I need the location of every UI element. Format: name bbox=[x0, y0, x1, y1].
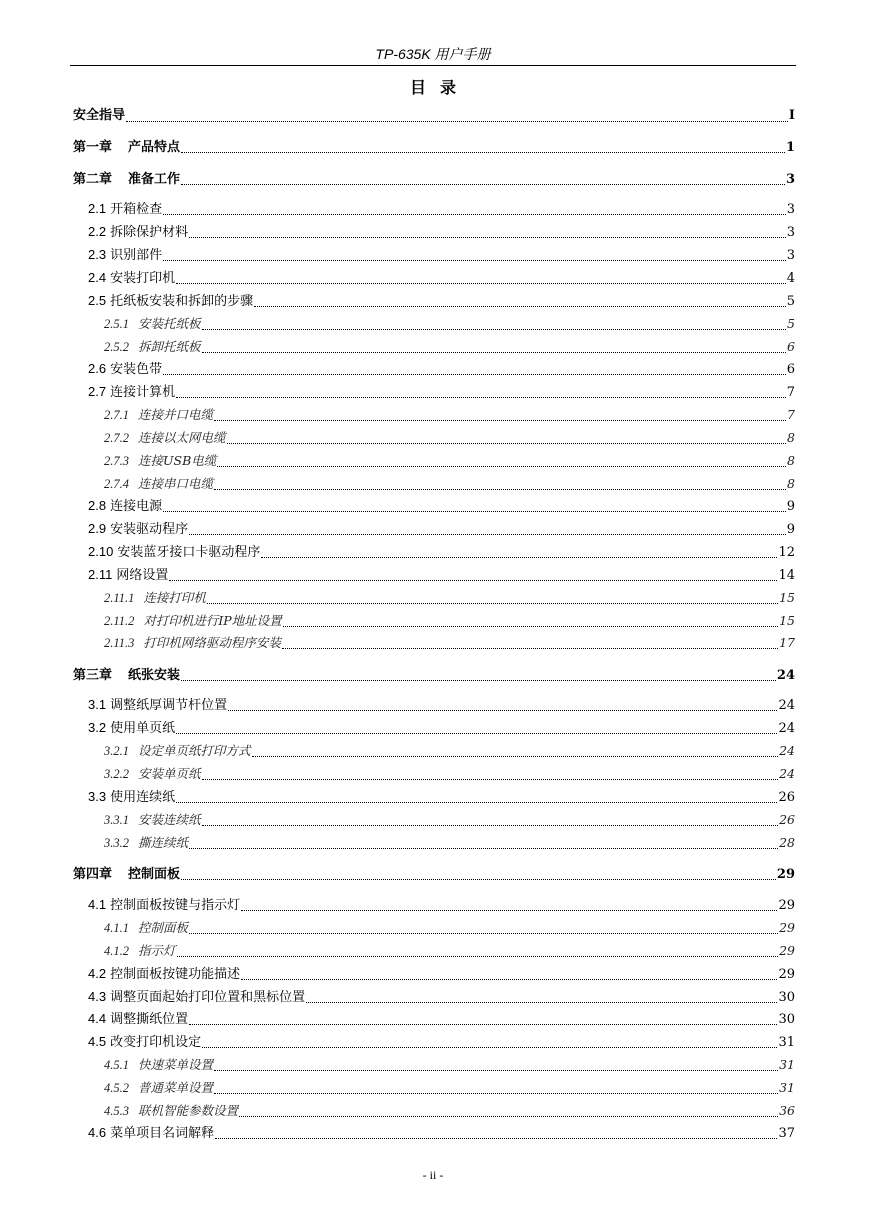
toc-entry[interactable] bbox=[104, 634, 795, 652]
toc-leader-dots bbox=[189, 534, 786, 535]
toc-entry-label bbox=[88, 223, 188, 242]
toc-entry-text: 连接打印机 bbox=[143, 590, 206, 605]
toc-entry-label bbox=[104, 834, 188, 852]
toc-entry[interactable] bbox=[104, 452, 795, 470]
toc-leader-dots bbox=[181, 152, 785, 153]
toc-entry[interactable] bbox=[88, 696, 795, 714]
toc-entry[interactable] bbox=[88, 497, 795, 515]
toc-entry-number: 第三章 bbox=[73, 667, 113, 682]
toc-entry-page: 7 bbox=[787, 407, 795, 422]
toc-entry-text: 控制面板按键功能描述 bbox=[110, 967, 241, 982]
toc-entry-number: 2.11.3 bbox=[104, 636, 135, 650]
toc-entry-number: 3.2 bbox=[88, 720, 107, 735]
toc-entry-page: 1 bbox=[785, 140, 795, 155]
toc-entry-text: 打印机网络驱动程序安装 bbox=[143, 635, 281, 650]
toc-entry-text: 网络设置 bbox=[116, 568, 169, 583]
toc-entry-number: 第四章 bbox=[73, 866, 113, 881]
toc-leader-dots bbox=[181, 680, 776, 681]
toc-entry-text: 安装驱动程序 bbox=[110, 522, 189, 537]
toc-entry-label bbox=[88, 1010, 188, 1029]
toc-entry-text: 菜单项目名词解释 bbox=[110, 1126, 215, 1141]
toc-leader-dots bbox=[176, 802, 777, 803]
toc-entry[interactable] bbox=[88, 360, 795, 378]
toc-entry-label bbox=[88, 788, 175, 807]
toc-entry-page: 9 bbox=[786, 499, 795, 514]
toc-entry-label bbox=[104, 612, 282, 630]
toc-entry-page: 15 bbox=[779, 613, 795, 628]
toc-leader-dots bbox=[169, 580, 777, 581]
toc-entry-page: 24 bbox=[778, 698, 795, 713]
toc-entry-label bbox=[88, 566, 168, 585]
toc-entry-page: 29 bbox=[778, 898, 795, 913]
toc-entry[interactable] bbox=[104, 612, 795, 630]
toc-entry-page: 26 bbox=[778, 790, 795, 805]
toc-entry-label bbox=[88, 269, 175, 288]
toc-entry-page: 29 bbox=[776, 867, 795, 882]
toc-entry-label bbox=[88, 719, 175, 738]
toc-entry-text: 安装打印机 bbox=[110, 271, 176, 286]
toc-entry[interactable] bbox=[88, 520, 795, 538]
toc-entry[interactable] bbox=[88, 383, 795, 401]
toc-entry-label bbox=[88, 1033, 201, 1052]
toc-entry[interactable] bbox=[104, 811, 795, 829]
toc-entry-number: 2.3 bbox=[88, 247, 107, 262]
toc-entry-number: 2.2 bbox=[88, 224, 107, 239]
toc-entry-text: 安装连续纸 bbox=[138, 812, 201, 827]
toc-leader-dots bbox=[189, 933, 778, 934]
toc-entry-text: 普通菜单设置 bbox=[138, 1080, 214, 1095]
toc-entry-label bbox=[88, 696, 227, 715]
toc-entry-text: 连接电源 bbox=[110, 499, 163, 514]
toc-entry-text: 控制面板 bbox=[138, 920, 189, 935]
toc-entry-number: 4.6 bbox=[88, 1125, 107, 1140]
toc-entry-page: 28 bbox=[779, 835, 795, 850]
toc-entry-page: 24 bbox=[776, 668, 795, 683]
toc-leader-dots bbox=[241, 979, 777, 980]
toc-entry-page: 3 bbox=[786, 248, 795, 263]
toc-entry-number: 2.5 bbox=[88, 293, 107, 308]
toc-entry-number: 2.10 bbox=[88, 544, 114, 559]
toc-entry-number: 2.8 bbox=[88, 498, 107, 513]
toc-entry-label bbox=[88, 988, 305, 1007]
toc-leader-dots bbox=[241, 910, 777, 911]
toc-entry[interactable] bbox=[88, 543, 795, 561]
toc-entry-label bbox=[88, 543, 260, 562]
toc-leader-dots bbox=[214, 489, 786, 490]
toc-entry-number: 4.5.1 bbox=[104, 1058, 129, 1072]
toc-entry-label bbox=[73, 138, 180, 157]
toc-leader-dots bbox=[163, 260, 786, 261]
toc-entry[interactable] bbox=[104, 742, 795, 760]
toc-entry[interactable] bbox=[88, 566, 795, 584]
toc-entry-page: 24 bbox=[778, 721, 795, 736]
toc-entry-text: 安装蓝牙接口卡驱动程序 bbox=[117, 545, 261, 560]
toc-entry[interactable] bbox=[88, 246, 795, 264]
toc-leader-dots bbox=[217, 466, 786, 467]
toc-entry[interactable] bbox=[88, 292, 795, 310]
toc-entry-text: 准备工作 bbox=[128, 172, 181, 187]
toc-entry-page: 29 bbox=[779, 920, 795, 935]
toc-leader-dots bbox=[261, 557, 777, 558]
toc-leader-dots bbox=[181, 879, 776, 880]
toc-leader-dots bbox=[215, 1138, 777, 1139]
toc-entry-label bbox=[104, 1102, 238, 1120]
toc-entry[interactable] bbox=[104, 1056, 795, 1074]
toc-leader-dots bbox=[189, 848, 778, 849]
toc-entry-label bbox=[104, 811, 201, 829]
toc-entry-label bbox=[88, 246, 162, 265]
toc-entry-number: 2.11.2 bbox=[104, 614, 135, 628]
toc-leader-dots bbox=[228, 710, 777, 711]
toc-leader-dots bbox=[207, 603, 778, 604]
toc-entry-label bbox=[88, 360, 162, 379]
toc-entry-label bbox=[88, 497, 162, 516]
toc-leader-dots bbox=[163, 374, 786, 375]
toc-entry-label bbox=[104, 1056, 213, 1074]
toc-leader-dots bbox=[176, 397, 786, 398]
toc-entry-number: 4.1.1 bbox=[104, 921, 129, 935]
toc-entry-label bbox=[88, 383, 175, 402]
toc-entry-label bbox=[104, 429, 226, 447]
toc-leader-dots bbox=[181, 184, 785, 185]
toc-entry-page: 36 bbox=[779, 1103, 795, 1118]
toc-entry-number: 2.5.1 bbox=[104, 317, 129, 331]
toc-entry-text: 快速菜单设置 bbox=[138, 1057, 214, 1072]
toc-entry-page: 29 bbox=[779, 943, 795, 958]
toc-entry[interactable] bbox=[104, 919, 795, 937]
toc-entry-number: 2.7.1 bbox=[104, 408, 129, 422]
toc-entry[interactable] bbox=[104, 475, 795, 493]
toc-entry-text: 安装色带 bbox=[110, 362, 163, 377]
toc-entry-text: 对打印机进行IP地址设置 bbox=[143, 613, 282, 628]
toc-entry-number: 2.9 bbox=[88, 521, 107, 536]
toc-entry-label bbox=[73, 865, 180, 884]
toc-entry-page: 8 bbox=[787, 430, 795, 445]
toc-leader-dots bbox=[176, 283, 786, 284]
toc-entry-label bbox=[73, 107, 125, 125]
toc-leader-dots bbox=[202, 779, 779, 780]
toc-entry-number: 4.5 bbox=[88, 1034, 107, 1049]
toc-leader-dots bbox=[126, 121, 788, 122]
toc-entry[interactable] bbox=[104, 1079, 795, 1097]
toc-leader-dots bbox=[306, 1002, 777, 1003]
toc-entry[interactable] bbox=[88, 1010, 795, 1028]
toc-entry[interactable] bbox=[73, 170, 795, 188]
toc-entry-number: 4.3 bbox=[88, 989, 107, 1004]
toc-entry-text: 安装托纸板 bbox=[138, 316, 201, 331]
toc-entry-label bbox=[104, 475, 213, 493]
toc-entry-page: 14 bbox=[778, 568, 795, 583]
toc-entry-text: 指示灯 bbox=[138, 943, 176, 958]
toc-leader-dots bbox=[176, 733, 777, 734]
toc-entry-text: 产品特点 bbox=[128, 140, 181, 155]
toc-entry-number: 第二章 bbox=[73, 171, 113, 186]
toc-entry-number: 3.2.1 bbox=[104, 744, 129, 758]
toc-entry[interactable] bbox=[88, 965, 795, 983]
toc-entry-number: 2.5.2 bbox=[104, 340, 129, 354]
toc-entry-page: 30 bbox=[778, 1012, 795, 1027]
toc-entry-number: 第一章 bbox=[73, 139, 113, 154]
toc-entry-page: 24 bbox=[779, 766, 795, 781]
toc-entry[interactable] bbox=[88, 269, 795, 287]
toc-entry-text: 改变打印机设定 bbox=[110, 1035, 202, 1050]
page-number: - ii - bbox=[422, 1168, 444, 1182]
toc-entry-label bbox=[88, 1124, 214, 1143]
toc-entry-number: 4.4 bbox=[88, 1011, 107, 1026]
toc-entry-page: 30 bbox=[778, 990, 795, 1005]
toc-leader-dots bbox=[214, 1093, 778, 1094]
toc-entry-text: 连接串口电缆 bbox=[138, 476, 214, 491]
toc-entry[interactable] bbox=[88, 1033, 795, 1051]
toc-entry[interactable] bbox=[104, 315, 795, 333]
toc-leader-dots bbox=[189, 237, 786, 238]
toc-leader-dots bbox=[282, 648, 778, 649]
toc-entry-number: 3.3.2 bbox=[104, 836, 129, 850]
toc-entry-label bbox=[104, 452, 216, 470]
toc-leader-dots bbox=[214, 1070, 778, 1071]
toc-entry[interactable] bbox=[88, 988, 795, 1006]
toc-entry-label bbox=[104, 406, 213, 424]
toc-entry[interactable] bbox=[104, 1102, 795, 1120]
toc-entry-label bbox=[88, 292, 253, 311]
toc-entry-text: 设定单页纸打印方式 bbox=[138, 743, 251, 758]
toc-leader-dots bbox=[163, 214, 786, 215]
toc-entry-label bbox=[104, 338, 201, 356]
toc-entry-text: 控制面板按键与指示灯 bbox=[110, 898, 241, 913]
toc-entry-text: 使用单页纸 bbox=[110, 721, 176, 736]
toc-entry-page: 37 bbox=[778, 1126, 795, 1141]
toc-leader-dots bbox=[202, 329, 787, 330]
toc-entry-label bbox=[88, 520, 188, 539]
toc-entry-number: 4.1.2 bbox=[104, 944, 129, 958]
running-header: TP-635K 用户手册 bbox=[375, 46, 491, 62]
toc-entry-text: 纸张安装 bbox=[128, 668, 181, 683]
toc-entry-page: 8 bbox=[787, 453, 795, 468]
toc-entry-page: 9 bbox=[786, 522, 795, 537]
toc-entry-label bbox=[104, 942, 176, 960]
toc-entry-number: 2.6 bbox=[88, 361, 107, 376]
toc-entry[interactable] bbox=[104, 589, 795, 607]
toc-entry-label bbox=[104, 589, 206, 607]
toc-entry-page: 31 bbox=[778, 1035, 795, 1050]
toc-entry[interactable] bbox=[73, 666, 795, 684]
toc-leader-dots bbox=[189, 1024, 777, 1025]
toc-entry-text: 使用连续纸 bbox=[110, 790, 176, 805]
toc-leader-dots bbox=[227, 443, 787, 444]
toc-entry-number: 3.1 bbox=[88, 697, 107, 712]
toc-entry[interactable] bbox=[104, 765, 795, 783]
toc-entry-label bbox=[88, 965, 240, 984]
toc-entry-text: 开箱检查 bbox=[110, 202, 163, 217]
toc-entry-page: 31 bbox=[779, 1057, 795, 1072]
toc-entry-page: 29 bbox=[778, 967, 795, 982]
toc-entry-number: 2.7.4 bbox=[104, 477, 129, 491]
toc-leader-dots bbox=[202, 1047, 777, 1048]
toc-entry-label bbox=[104, 765, 201, 783]
toc-leader-dots bbox=[202, 825, 779, 826]
toc-entry-label bbox=[88, 200, 162, 219]
toc-entry-label bbox=[104, 1079, 213, 1097]
toc-entry-text: 联机智能参数设置 bbox=[138, 1103, 239, 1118]
toc-entry[interactable] bbox=[73, 865, 795, 883]
toc-entry-page: 3 bbox=[786, 202, 795, 217]
toc-entry-text: 控制面板 bbox=[128, 867, 181, 882]
toc-entry-label bbox=[88, 896, 240, 915]
toc-entry-text: 安装单页纸 bbox=[138, 766, 201, 781]
toc-entry-page: 8 bbox=[787, 476, 795, 491]
toc-entry[interactable] bbox=[88, 896, 795, 914]
toc-entry-page: 17 bbox=[779, 635, 795, 650]
toc-leader-dots bbox=[239, 1116, 778, 1117]
toc-entry-label bbox=[73, 666, 180, 685]
toc-entry-page: 6 bbox=[786, 362, 795, 377]
toc-entry-number: 2.7.2 bbox=[104, 431, 129, 445]
toc-entry-text: 调整纸厚调节杆位置 bbox=[110, 698, 228, 713]
toc-entry-page: 4 bbox=[786, 271, 795, 286]
toc-entry-number: 4.1 bbox=[88, 897, 107, 912]
toc-entry[interactable] bbox=[104, 942, 795, 960]
toc-entry-text: 撕连续纸 bbox=[138, 835, 189, 850]
toc-entry-page: 5 bbox=[786, 294, 795, 309]
toc-leader-dots bbox=[202, 352, 787, 353]
toc-entry-number: 2.7 bbox=[88, 384, 107, 399]
toc-entry-text: 连接并口电缆 bbox=[138, 407, 214, 422]
toc-entry-page: 24 bbox=[779, 743, 795, 758]
toc-entry-page: 15 bbox=[779, 590, 795, 605]
toc-entry-label bbox=[73, 170, 180, 189]
toc-entry-page: 5 bbox=[787, 316, 795, 331]
toc-entry-label bbox=[104, 315, 201, 333]
toc-entry-text: 调整撕纸位置 bbox=[110, 1012, 189, 1027]
toc-entry-number: 3.3 bbox=[88, 789, 107, 804]
toc-entry-page: 31 bbox=[779, 1080, 795, 1095]
toc-entry[interactable] bbox=[88, 788, 795, 806]
toc-entry-label bbox=[104, 634, 281, 652]
toc-entry-text: 拆除保护材料 bbox=[110, 225, 189, 240]
toc-entry-page: 6 bbox=[787, 339, 795, 354]
toc-entry-label bbox=[104, 919, 188, 937]
toc-entry-page: 3 bbox=[785, 172, 795, 187]
toc-entry[interactable] bbox=[88, 200, 795, 218]
toc-leader-dots bbox=[214, 420, 786, 421]
toc-entry[interactable] bbox=[88, 1124, 795, 1142]
toc-title: 目录 bbox=[409, 78, 470, 97]
toc-entry-text: 拆卸托纸板 bbox=[138, 339, 201, 354]
toc-leader-dots bbox=[283, 626, 778, 627]
toc-entry-number: 4.5.2 bbox=[104, 1081, 129, 1095]
toc-leader-dots bbox=[254, 306, 786, 307]
toc-entry[interactable] bbox=[104, 338, 795, 356]
toc-entry-text: 连接计算机 bbox=[110, 385, 176, 400]
toc-entry-page: 26 bbox=[779, 812, 795, 827]
toc-entry-text: 托纸板安装和拆卸的步骤 bbox=[110, 294, 254, 309]
toc-entry-text: 连接USB电缆 bbox=[138, 453, 217, 468]
toc-entry-number: 3.2.2 bbox=[104, 767, 129, 781]
toc-entry[interactable] bbox=[88, 223, 795, 241]
toc-entry-number: 2.7.3 bbox=[104, 454, 129, 468]
toc-leader-dots bbox=[252, 756, 779, 757]
toc-entry-page: 3 bbox=[786, 225, 795, 240]
toc-entry[interactable] bbox=[73, 107, 795, 125]
toc-entry-text: 识别部件 bbox=[110, 248, 163, 263]
toc-entry-number: 2.1 bbox=[88, 201, 107, 216]
toc-entry-page: 7 bbox=[786, 385, 795, 400]
toc-entry-label bbox=[104, 742, 251, 760]
toc-entry-number: 2.11 bbox=[88, 567, 113, 582]
toc-entry-page: 12 bbox=[778, 545, 795, 560]
toc-entry[interactable] bbox=[104, 834, 795, 852]
toc-entry[interactable] bbox=[73, 138, 795, 156]
toc-entry-text: 调整页面起始打印位置和黑标位置 bbox=[110, 990, 306, 1005]
toc-entry-number: 3.3.1 bbox=[104, 813, 129, 827]
toc-entry[interactable] bbox=[104, 429, 795, 447]
toc-entry-text: 安全指导 bbox=[73, 108, 126, 123]
toc-entry[interactable] bbox=[88, 719, 795, 737]
toc-entry-text: 连接以太网电缆 bbox=[138, 430, 226, 445]
toc-entry-page: I bbox=[788, 108, 795, 123]
toc-entry[interactable] bbox=[104, 406, 795, 424]
toc-entry-number: 4.2 bbox=[88, 966, 107, 981]
toc-entry-number: 2.4 bbox=[88, 270, 107, 285]
toc-entry-number: 2.11.1 bbox=[104, 591, 135, 605]
toc-entry-number: 4.5.3 bbox=[104, 1104, 129, 1118]
toc-leader-dots bbox=[163, 511, 786, 512]
toc-leader-dots bbox=[177, 956, 779, 957]
